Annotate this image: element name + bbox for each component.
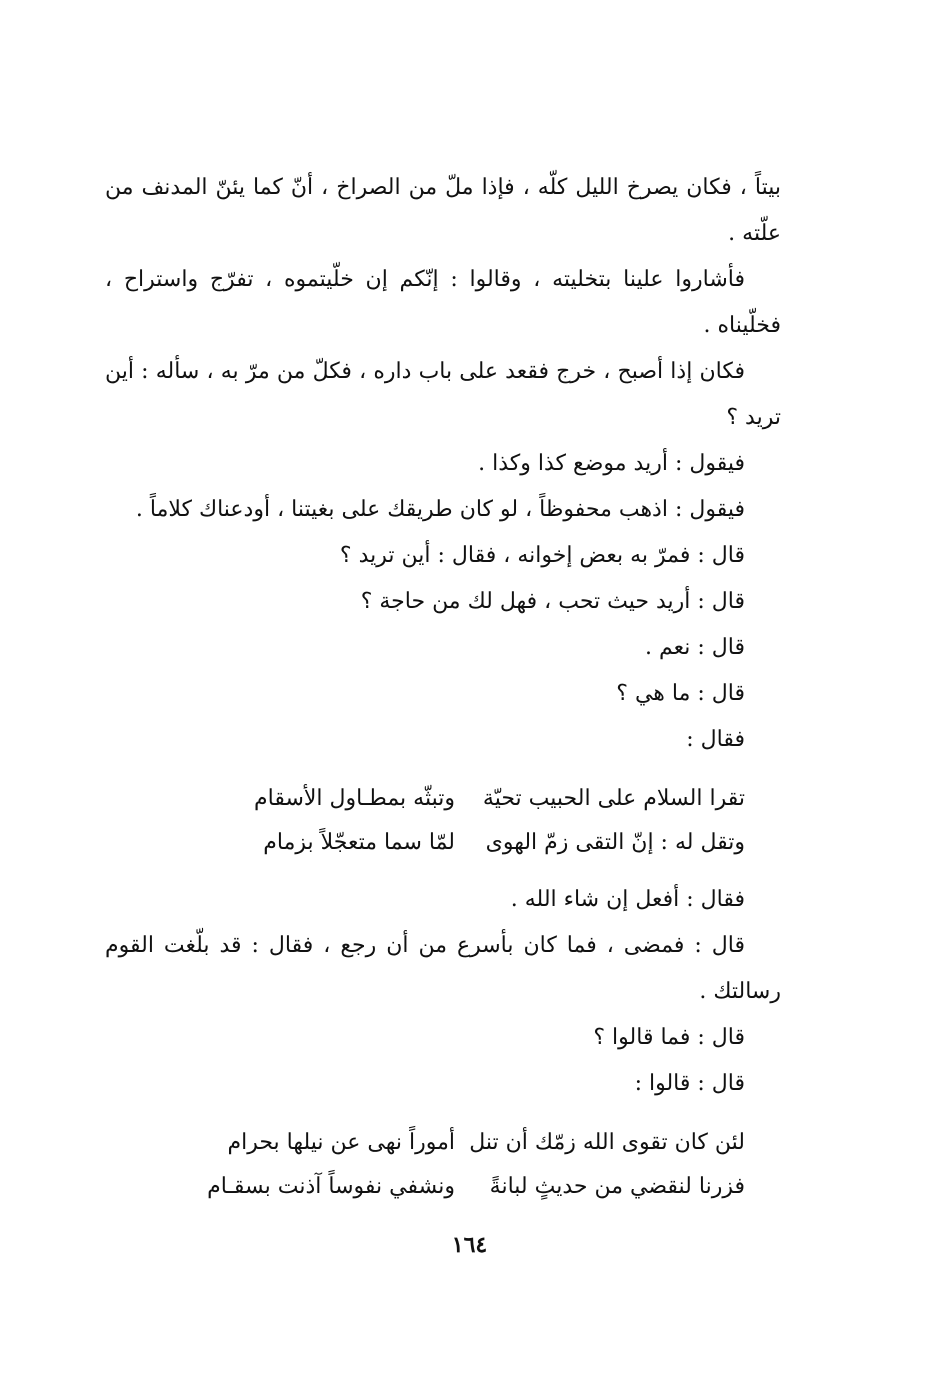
verse-hemistich-second: وتبثّه بمطـاول الأسقام: [254, 786, 455, 811]
verse-hemistich-first: تقرا السلام على الحبيب تحيّة: [482, 786, 745, 811]
paragraph-9: قال : ما هي ؟: [616, 681, 745, 706]
poem-verse: [105, 1165, 745, 1209]
paragraph-8: قال : نعم .: [645, 635, 745, 660]
poem-block-1: [105, 777, 781, 865]
verse-hemistich-first: فزرنا لنقضي من حديثٍ لبانةً: [489, 1174, 745, 1199]
poem-block-2: [105, 1121, 781, 1209]
poem-verse: [105, 777, 745, 821]
paragraph-14: قال : قالوا :: [634, 1071, 745, 1096]
paragraph-12: قال : فمضى ، فما كان بأسرع من أن رجع ، فقال : قد بلّغت القوم رسالتك .: [105, 933, 781, 1004]
page-body: [105, 165, 781, 1221]
paragraph-5: فيقول : اذهب محفوظاً ، لو كان طريقك على بغيتنا ، أودعناك كلاماً .: [135, 497, 745, 522]
paragraph-11: فقال : أفعل إن شاء الله .: [510, 887, 745, 912]
verse-hemistich-first: وتقل له : إنّ التقى زمّ الهوى: [485, 830, 745, 855]
paragraph-13: قال : فما قالوا ؟: [593, 1025, 745, 1050]
paragraph-6: قال : فمرّ به بعض إخوانه ، فقال : أين تريد ؟: [339, 543, 745, 568]
verse-hemistich-second: لمّا سما متعجّلاً بزمام: [263, 830, 455, 855]
paragraph-1: بيتاً ، فكان يصرخ الليل كلّه ، فإذا ملّ من الصراخ ، أنّ كما يئنّ المدنف من علّته .: [105, 175, 781, 246]
verse-hemistich-second: أموراً نهى عن نيلها بحرام: [227, 1130, 455, 1155]
page-number: ١٦٤: [451, 1232, 488, 1258]
paragraph-7: قال : أريد حيث تحب ، فهل لك من حاجة ؟: [360, 589, 745, 614]
verse-hemistich-second: ونشفي نفوساً آذنت بسقـام: [207, 1174, 455, 1199]
paragraph-4: فيقول : أريد موضع كذا وكذا .: [478, 451, 745, 476]
paragraph-3: فكان إذا أصبح ، خرج فقعد على باب داره ، فكلّ من مرّ به ، سأله : أين تريد ؟: [105, 359, 781, 430]
poem-verse: [105, 1121, 745, 1165]
poem-verse: [105, 821, 745, 865]
paragraph-10: فقال :: [686, 727, 745, 752]
paragraph-2: فأشاروا علينا بتخليته ، وقالوا : إنّكم إن خلّيتموه ، تفرّج واستراح ، فخلّيناه .: [105, 267, 781, 338]
verse-hemistich-first: لئن كان تقوى الله زمّك أن تنل: [469, 1130, 745, 1155]
